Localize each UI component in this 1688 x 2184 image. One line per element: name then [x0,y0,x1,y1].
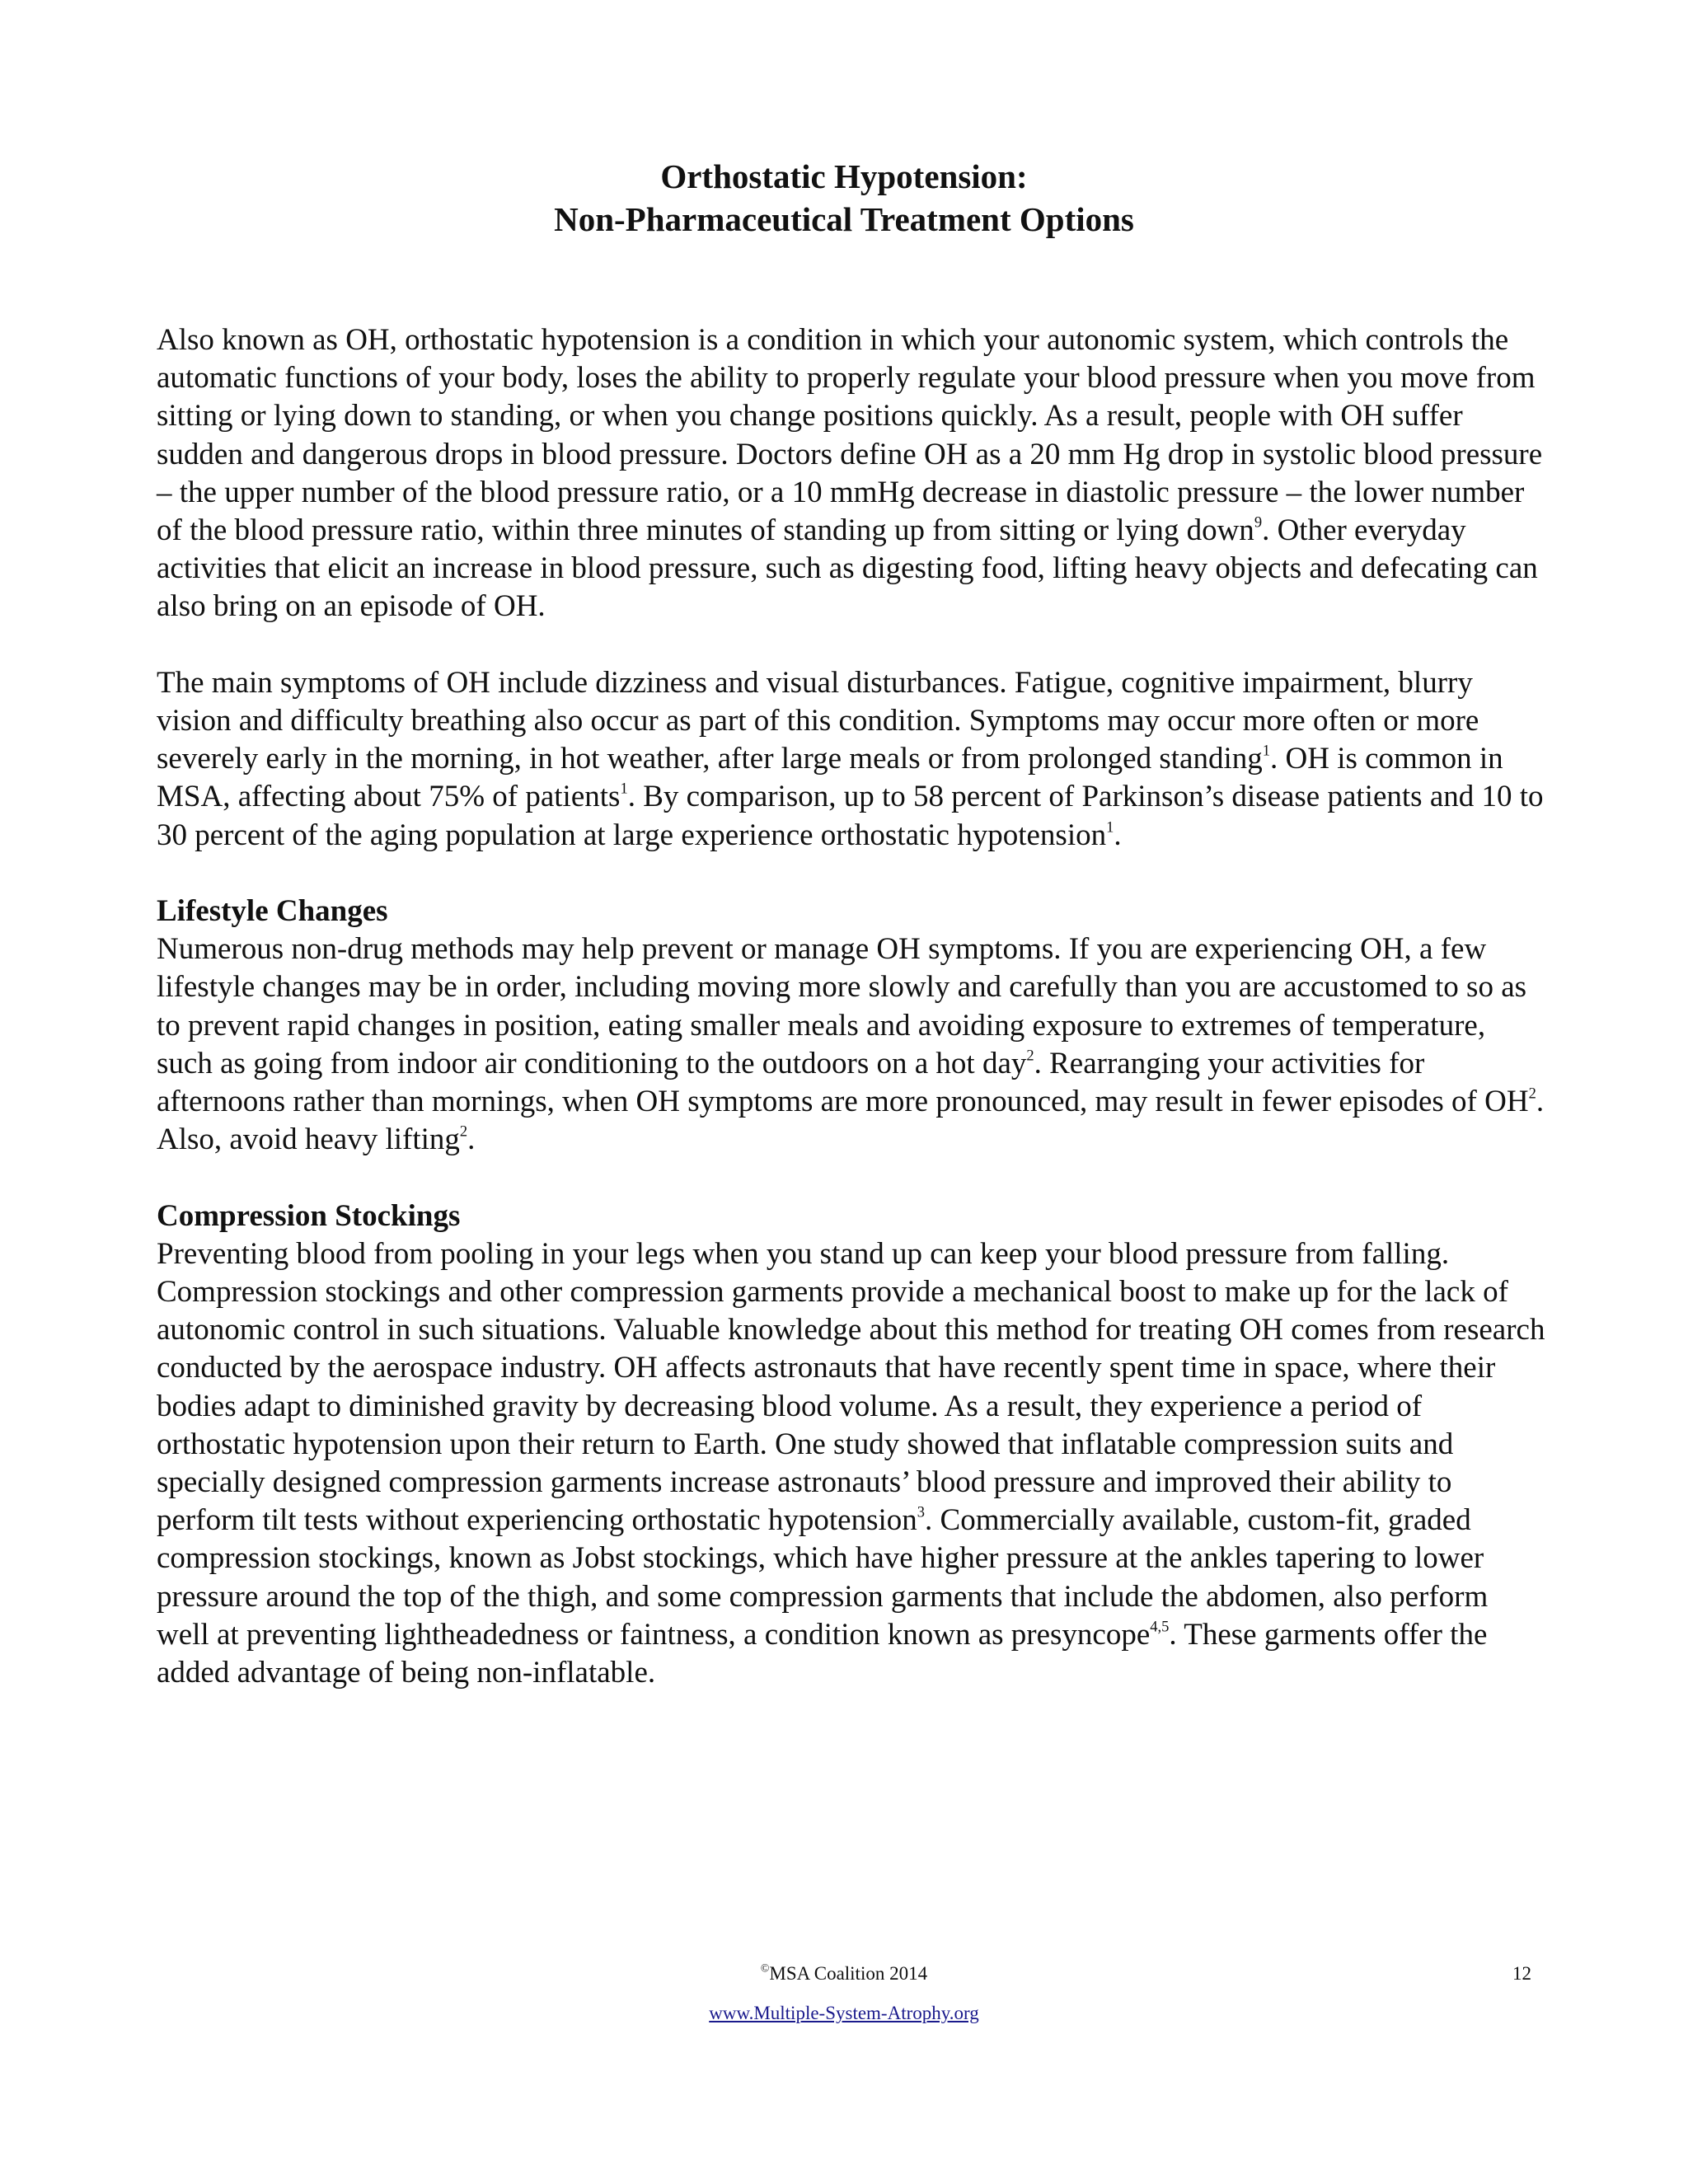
title-line-2: Non-Pharmaceutical Treatment Options [554,200,1134,238]
reference-superscript: 1 [1106,818,1114,836]
intro-p1-text-b: . Other everyday activities that elicit an increase in blood pressure, such as digesting food, lifting heavy objects and defecating can also bring on an episode of OH. [157,513,1538,624]
reference-superscript: 4,5 [1150,1619,1170,1636]
reference-superscript: 1 [620,780,628,798]
compression-paragraph [157,1235,1545,1692]
page-title [0,155,1688,241]
intro-p2-text-d: . [1114,818,1122,852]
intro-p2-text-c: . By comparison, up to 58 percent of Parkinson’s disease patients and 10 to 30 percent of the aging population at large experience orthostatic hypotension [157,780,1544,852]
footer-copyright [0,1961,1688,1986]
lifestyle-paragraph [157,930,1545,1159]
reference-superscript: 2 [1528,1085,1536,1103]
reference-superscript: 2 [1026,1047,1034,1065]
footer-link-row [0,2001,1688,2026]
reference-superscript: 9 [1254,514,1263,532]
intro-paragraph-2 [157,664,1545,855]
intro-p2-text-b: . OH is common in MSA, affecting about 75% of patients [157,742,1503,814]
website-link[interactable]: www.Multiple-System-Atrophy.org [709,2003,979,2023]
document-body [157,321,1545,1692]
compression-text-b: . Commercially available, custom-fit, graded compression stockings, known as Jobst stockings, which have higher pressure at the ankles tapering to lower pressure around the top of the thigh, and some compression garments that include the abdomen, also perform well at preventing lightheadedness or faintness, a condition known as presyncope [157,1503,1489,1652]
lifestyle-text-a: Numerous non-drug methods may help prevent or manage OH symptoms. If you are experiencing OH, a few lifestyle changes may be in order, including moving more slowly and carefully than you are accustomed to so as to prevent rapid changes in position, eating smaller meals and avoiding exposure to extremes of temperature, such as going from indoor air conditioning to the outdoors on a hot day [157,932,1527,1080]
lifestyle-text-c: . Also, avoid heavy lifting [157,1085,1545,1157]
lifestyle-text-d: . [467,1122,476,1157]
reference-superscript: 1 [1262,743,1270,760]
intro-p1-text-a: Also known as OH, orthostatic hypotension is a condition in which your autonomic system, which controls the automatic functions of your body, loses the ability to properly regulate your blood pressure when you move from sitting or lying down to standing, or when you change positions quickly. As a result, people with OH suffer sudden and dangerous drops in blood pressure. Doctors define OH as a 20 mm Hg drop in systolic blood pressure – the upper number of the blood pressure ratio, or a 10 mmHg decrease in diastolic pressure – the lower number of the blood pressure ratio, within three minutes of standing up from sitting or lying down [157,323,1543,548]
copyright-symbol: © [760,1961,770,1975]
compression-text-a: Preventing blood from pooling in your legs when you stand up can keep your blood pressure from falling. Compression stockings and other compression garments provide a mechanical boost to make up for the lack of autonomic control in such situations. Valuable knowledge about this method for treating OH comes from research conducted by the aerospace industry. OH affects astronauts that have recently spent time in space, where their bodies adapt to diminished gravity by decreasing blood volume. As a result, they experience a period of orthostatic hypotension upon their return to Earth. One study showed that inflatable compression suits and specially designed compression garments increase astronauts’ blood pressure and improved their ability to perform tilt tests without experiencing orthostatic hypotension [157,1236,1545,1538]
page-number: 12 [1512,1963,1531,1984]
reference-superscript: 2 [459,1123,468,1141]
compression-text-c: . These garments offer the added advantage of being non-inflatable. [157,1617,1488,1690]
section-heading-lifestyle: Lifestyle Changes [157,894,388,929]
reference-superscript: 3 [917,1504,926,1521]
title-line-1: Orthostatic Hypotension: [660,157,1028,195]
intro-paragraph-1 [157,321,1545,626]
lifestyle-text-b: . Rearranging your activities for afternoons rather than mornings, when OH symptoms are more pronounced, may result in fewer episodes of OH [157,1046,1529,1119]
section-heading-compression: Compression Stockings [157,1198,461,1233]
intro-p2-text-a: The main symptoms of OH include dizziness and visual disturbances. Fatigue, cognitive impairment, blurry vision and difficulty breathing also occur as part of this condition. Symptoms may occur more often or more severely early in the morning, in hot weather, after large meals or from prolonged standing [157,665,1479,776]
copyright-text: MSA Coalition 2014 [769,1963,928,1984]
